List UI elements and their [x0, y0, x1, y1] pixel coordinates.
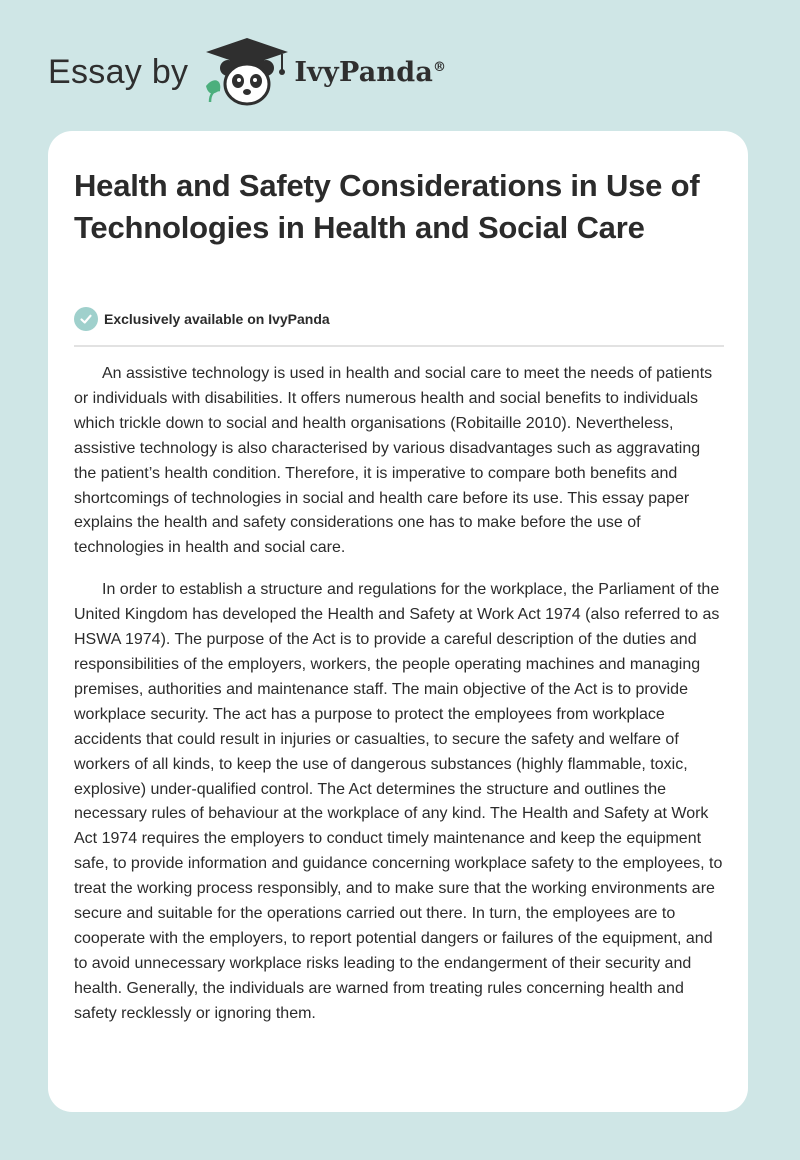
brand-name-text: IvyPanda [294, 56, 434, 88]
title-divider [74, 345, 724, 347]
availability-badge [74, 307, 330, 331]
registered-mark: ® [433, 59, 447, 75]
essay-title: Health and Safety Considerations in Use of Technologies in Health and Social Care [74, 168, 700, 245]
site-header [48, 36, 446, 108]
essay-paragraph: In order to establish a structure and regulations for the workplace, the Parliament of the United Kingdom has developed the Health and Safety at Work Act 1974 (also referred to as HSWA 1974). The purpose of the Act is to provide a careful description of the duties and responsibilities of the employers, workers, the people operating machines and managing premises, authorities and maintenance staff. The main objective of the Act is to provide workplace security. The act has a purpose to protect the employees from workplace accidents that could result in injuries or casualties, to secure the safety and welfare of workers of all kinds, to keep the use of dangerous substances (highly flammable, toxic, explosive) under-qualified control. The Act determines the structure and outlines the necessary rules of behaviour at the workplace of any kind. The Health and Safety at Work Act 1974 requires the employers to conduct timely maintenance and keep the equipment safe, to provide information and guidance concerning workplace safety to the employees, to treat the working process responsibly, and to make sure that the working environments are secure and suitable for the operations carried out there. In turn, the employees are to cooperate with the employers, to report potential dangers or failures of the equipment, and to avoid unnecessary workplace risks leading to the endangerment of their security and health. Generally, the individuals are warned from treating rules concerning health and safety recklessly or ignoring them. [74, 581, 723, 1022]
brand-name [294, 57, 446, 88]
essay-body [74, 362, 726, 1044]
checkmark-circle-icon [74, 307, 98, 331]
essay-paragraph: An assistive technology is used in health and social care to meet the needs of patients or individuals with disabilities. It offers numerous health and social benefits to individuals which trickle down to social and health organisations (Robitaille 2010). Nevertheless, assistive technology is also characterised by various disadvantages such as aggravating the patient’s health condition. Therefore, it is imperative to compare both benefits and shortcomings of technologies in social and health care before its use. This essay paper explains the health and safety considerations one has to make before the use of technologies in health and social care. [74, 365, 713, 557]
essay-card [48, 131, 748, 1112]
panda-graduate-logo-icon[interactable] [202, 36, 292, 108]
availability-text: Exclusively available on IvyPanda [104, 311, 330, 327]
essay-by-label: Essay by [48, 52, 189, 91]
